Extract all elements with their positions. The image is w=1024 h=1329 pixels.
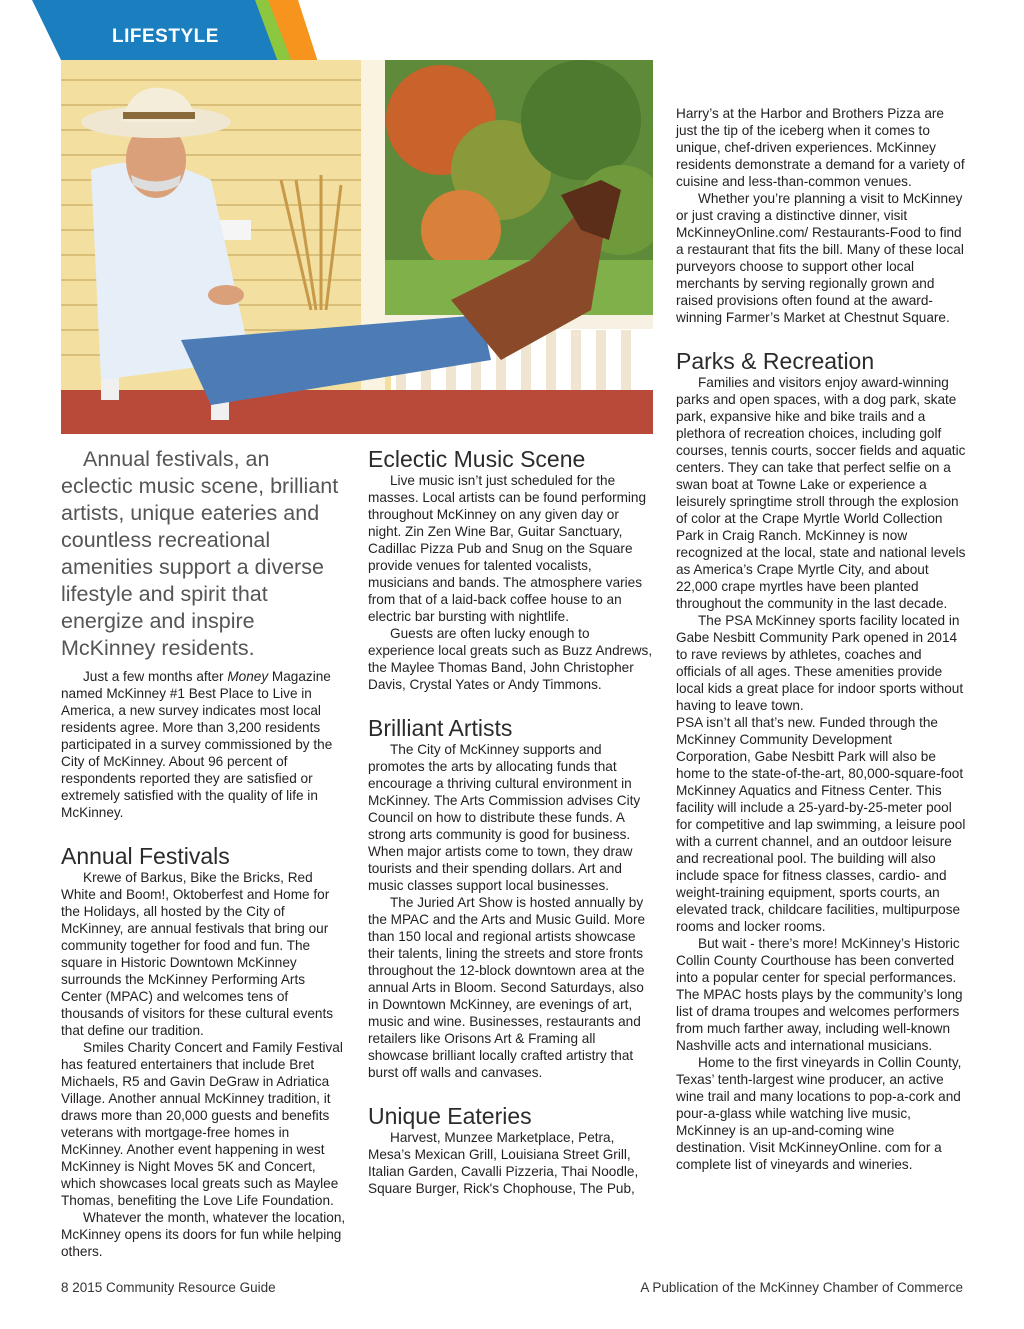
cowboy-porch-photo bbox=[61, 60, 653, 434]
paragraph: Harvest, Munzee Marketplace, Petra, Mesa’s Mexican Grill, Louisiana Street Grill, Italian Garden, Cavalli Pizzeria, Thai Noodle, Square Burger, Rick's Chophouse, The Pub, bbox=[368, 1130, 639, 1196]
footer-page-info: 8 2015 Community Resource Guide bbox=[61, 1280, 276, 1295]
paragraph: The PSA McKinney sports facility located in Gabe Nesbitt Community Park opened in 2014 to rave reviews by athletes, coaches and officials of all ages. These amenities provide local kids a great place for indoor sports without having to leave town. bbox=[676, 613, 964, 713]
section-tab bbox=[0, 0, 330, 62]
paragraph: Guests are often lucky enough to experience local greats such as Buzz Andrews, the Maylee Thomas Band, John Christopher Davis, Crystal Yates or Andy Timmons. bbox=[368, 626, 653, 692]
heading-unique-eateries: Unique Eateries bbox=[368, 1103, 532, 1129]
paragraph: Harry’s at the Harbor and Brothers Pizza are just the tip of the iceberg when it comes to unique, chef-driven experiences. McKinney residents demonstrate a demand for a variety of cuisine and less-than-common venues. bbox=[676, 106, 965, 189]
paragraph: Whatever the month, whatever the location, McKinney opens its doors for fun while helping others. bbox=[61, 1210, 346, 1259]
paragraph: Smiles Charity Concert and Family Festival has featured entertainers that include Bret Michaels, R5 and Gavin DeGraw in Adriatica Village. Another annual McKinney tradition, it draws more than 20,000 guests and benefits veterans with mortgage-free homes in McKinney. Another event happening in west McKinney is Night Moves 5K and Concert, which showcases local greats such as Maylee Thomas, benefiting the Love Life Foundation. bbox=[61, 1040, 343, 1208]
paragraph: But wait - there’s more! McKinney’s Historic Collin County Courthouse has been converted into a popular center for special performances. The MPAC hosts plays by the community’s long list of drama troupes and welcomes performers from much farther away, including well-known Nashville acts and international musicians. bbox=[676, 936, 963, 1053]
paragraph: Whether you’re planning a visit to McKinney or just craving a distinctive dinner, visit McKinneyOnline.com/ Restaurants-Food to find a restaurant that fits the bill. Many of these local purveyors choose to support other local merchants by serving regionally grown and raised provisions often found at the award-winning Farmer’s Market at Chestnut Square. bbox=[676, 191, 964, 325]
heading-annual-festivals: Annual Festivals bbox=[61, 843, 230, 869]
column-left bbox=[61, 446, 346, 1260]
paragraph: Krewe of Barkus, Bike the Bricks, Red White and Boom!, Oktoberfest and Home for the Holidays, all hosted by the City of McKinney, are annual festivals that bring our community together for food and fun. The square in Historic Downtown McKinney surrounds the McKinney Performing Arts Center (MPAC) and welcomes tens of thousands of visitors for these cultural events that define our tradition. bbox=[61, 870, 334, 1038]
paragraph: PSA isn’t all that’s new. Funded through the McKinney Community Development Corporation, Gabe Nesbitt Park will also be home to the state-of-the-art, 80,000-square-foot McKinney Aquatics and Fitness Center. This facility will include a 25-yard-by-25-meter pool for competitive and lap swimming, a leisure pool with a current channel, and an outdoor leisure and recreational pool. The building will also include space for fitness classes, cardio- and weight-training equipment, sports courts, an elevated track, childcare facilities, multipurpose rooms and locker rooms. bbox=[676, 715, 966, 934]
intro-paragraph: Just a few months after Money Magazine named McKinney #1 Best Place to Live in America, a new survey indicates most local residents agree. More than 3,200 residents participated in a survey commissioned by the City of McKinney. About 96 percent of respondents reported they are satisfied or extremely satisfied with the quality of life in McKinney. bbox=[61, 669, 333, 820]
heading-eclectic-music: Eclectic Music Scene bbox=[368, 446, 586, 472]
heading-parks-recreation: Parks & Recreation bbox=[676, 348, 875, 374]
section-title: LIFESTYLE bbox=[112, 26, 219, 47]
heading-brilliant-artists: Brilliant Artists bbox=[368, 715, 513, 741]
paragraph: The City of McKinney supports and promotes the arts by allocating funds that encourage a thriving cultural environment in McKinney. The Arts Commission advises City Council on how to distribute these funds. A strong arts community is good for business. When major artists come to town, they draw tourists and their spending dollars. Art and music classes support local businesses. bbox=[368, 742, 641, 893]
column-right bbox=[676, 105, 966, 1173]
footer-publisher: A Publication of the McKinney Chamber of Commerce bbox=[640, 1280, 963, 1295]
paragraph: The Juried Art Show is hosted annually by the MPAC and the Arts and Music Guild. More than 150 local and regional artists showcase their talents, lining the streets and store fronts throughout the 12-block downtown area at the annual Arts in Bloom. Second Saturdays, also in Downtown McKinney, are evenings of art, music and wine. Businesses, restaurants and retailers like Orisons Art & Framing all showcase brilliant locally crafted artistry that burst off walls and canvases. bbox=[368, 895, 646, 1080]
column-middle bbox=[368, 446, 655, 1197]
paragraph: Families and visitors enjoy award-winning parks and open spaces, with a dog park, skate park, expansive hike and bike trails and a plethora of recreation choices, including golf courses, tennis courts, soccer fields and aquatic centers. They can take that perfect selfie on a swan boat at Towne Lake or experience a leisurely springtime stroll through the explosion of color at the Crape Myrtle World Collection Park in Craig Ranch. McKinney is now recognized at the local, state and national levels as America’s Crape Myrtle City, and about 22,000 crape myrtles have been planted throughout the community in the last decade. bbox=[676, 375, 966, 611]
paragraph: Home to the first vineyards in Collin County, Texas’ tenth-largest wine producer, an active wine trail and many locations to pop-a-cork and pour-a-glass while watching live music, McKinney is an up-and-coming wine destination. Visit McKinneyOnline. com for a complete list of vineyards and wineries. bbox=[676, 1055, 962, 1172]
lead-paragraph: Annual festivals, an eclectic music scene, brilliant artists, unique eateries and countless recreational amenities support a diverse lifestyle and spirit that energize and inspire McKinney residents. bbox=[61, 447, 339, 660]
paragraph: Live music isn’t just scheduled for the masses. Local artists can be found performing throughout McKinney on any given day or night. Zin Zen Wine Bar, Guitar Sanctuary, Cadillac Pizza Pub and Snug on the Square provide venues for talented vocalists, musicians and bands. The atmosphere varies from that of a laid-back coffee house to an electric bar bursting with nightlife. bbox=[368, 473, 647, 624]
